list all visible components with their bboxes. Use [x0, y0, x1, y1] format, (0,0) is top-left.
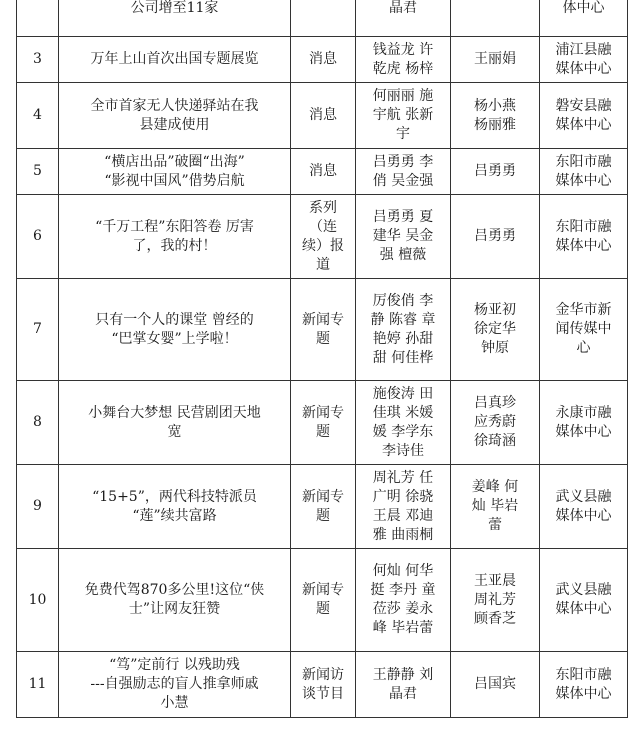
- work-title: 只有一个人的课堂 曾经的 “巴掌女婴”上学啦！: [59, 279, 291, 381]
- work-type: 系列（连续）报道: [291, 195, 356, 279]
- editors: 吕勇勇: [451, 195, 540, 279]
- editors: 吕国宾: [451, 652, 540, 718]
- editors: 王亚晨 周礼芳 顾香芝: [451, 549, 540, 652]
- submitting-unit: 磐安县融媒体中心: [540, 83, 628, 149]
- editors: 王丽娟: [451, 37, 540, 83]
- row-number: 5: [17, 149, 59, 195]
- authors: 王静静 刘晶君: [356, 652, 451, 718]
- work-title: “千万工程”东阳答卷 厉害 了，我的村！: [59, 195, 291, 279]
- row-number: 11: [17, 652, 59, 718]
- editors: 姜峰 何灿 毕岩蕾: [451, 465, 540, 549]
- authors: 吕勇勇 李俏 吴金强: [356, 149, 451, 195]
- table-row: [17, 279, 628, 381]
- submitting-unit: 金华市新闻传媒中心: [540, 279, 628, 381]
- table-row: [17, 465, 628, 549]
- work-title: “笃”定前行 以残助残 ---自强励志的盲人推拿师戚 小慧: [59, 652, 291, 718]
- table-row: [17, 0, 628, 37]
- authors: 晶君: [356, 0, 451, 37]
- awards-table: [16, 0, 628, 718]
- table-row: [17, 549, 628, 652]
- submitting-unit: 东阳市融媒体中心: [540, 652, 628, 718]
- work-type: 消息: [291, 37, 356, 83]
- work-title: “15+5”，两代科技特派员 “莲”续共富路: [59, 465, 291, 549]
- table-row: [17, 195, 628, 279]
- work-title: “横店出品”破圈“出海” “影视中国风”借势启航: [59, 149, 291, 195]
- submitting-unit: 东阳市融媒体中心: [540, 149, 628, 195]
- authors: 何丽丽 施宇航 张新宇: [356, 83, 451, 149]
- editors: 吕勇勇: [451, 149, 540, 195]
- row-number: 10: [17, 549, 59, 652]
- work-type: 新闻专题: [291, 381, 356, 465]
- row-number: 7: [17, 279, 59, 381]
- editors: 吕真珍 应秀蔚 徐琦涵: [451, 381, 540, 465]
- authors: 何灿 何华挺 李丹 童莅莎 姜永峰 毕岩蕾: [356, 549, 451, 652]
- work-type: 消息: [291, 83, 356, 149]
- work-type: 新闻专题: [291, 549, 356, 652]
- work-title: 全市首家无人快递驿站在我 县建成使用: [59, 83, 291, 149]
- authors: 施俊涛 田佳琪 米媛媛 李学东 李诗佳: [356, 381, 451, 465]
- submitting-unit: 浦江县融媒体中心: [540, 37, 628, 83]
- submitting-unit: 东阳市融媒体中心: [540, 195, 628, 279]
- authors: 厉俊俏 李静 陈睿 章艳婷 孙甜甜 何佳桦: [356, 279, 451, 381]
- authors: 吕勇勇 夏建华 吴金强 檀薇: [356, 195, 451, 279]
- table-row: [17, 652, 628, 718]
- editors: 杨亚初 徐定华 钟原: [451, 279, 540, 381]
- work-type: 新闻专题: [291, 465, 356, 549]
- editors: 杨小燕 杨丽雅: [451, 83, 540, 149]
- submitting-unit: 武义县融媒体中心: [540, 465, 628, 549]
- editors: [451, 0, 540, 37]
- table-row: [17, 37, 628, 83]
- row-number: 4: [17, 83, 59, 149]
- row-number: 6: [17, 195, 59, 279]
- authors: 周礼芳 任广明 徐骁 王晨 邓迪雅 曲雨桐: [356, 465, 451, 549]
- authors: 钱益龙 许乾虎 杨梓: [356, 37, 451, 83]
- work-title: 小舞台大梦想 民营剧团天地 宽: [59, 381, 291, 465]
- work-title: 公司增至11家: [59, 0, 291, 37]
- row-number: 8: [17, 381, 59, 465]
- row-number: [17, 0, 59, 37]
- submitting-unit: 体中心: [540, 0, 628, 37]
- work-title: 免费代驾870多公里!这位“侠 士”让网友狂赞: [59, 549, 291, 652]
- work-type: [291, 0, 356, 37]
- work-type: 消息: [291, 149, 356, 195]
- work-type: 新闻访谈节目: [291, 652, 356, 718]
- table-row: [17, 149, 628, 195]
- work-title: 万年上山首次出国专题展览: [59, 37, 291, 83]
- work-type: 新闻专题: [291, 279, 356, 381]
- submitting-unit: 永康市融媒体中心: [540, 381, 628, 465]
- submitting-unit: 武义县融媒体中心: [540, 549, 628, 652]
- row-number: 3: [17, 37, 59, 83]
- table-row: [17, 83, 628, 149]
- row-number: 9: [17, 465, 59, 549]
- table-row: [17, 381, 628, 465]
